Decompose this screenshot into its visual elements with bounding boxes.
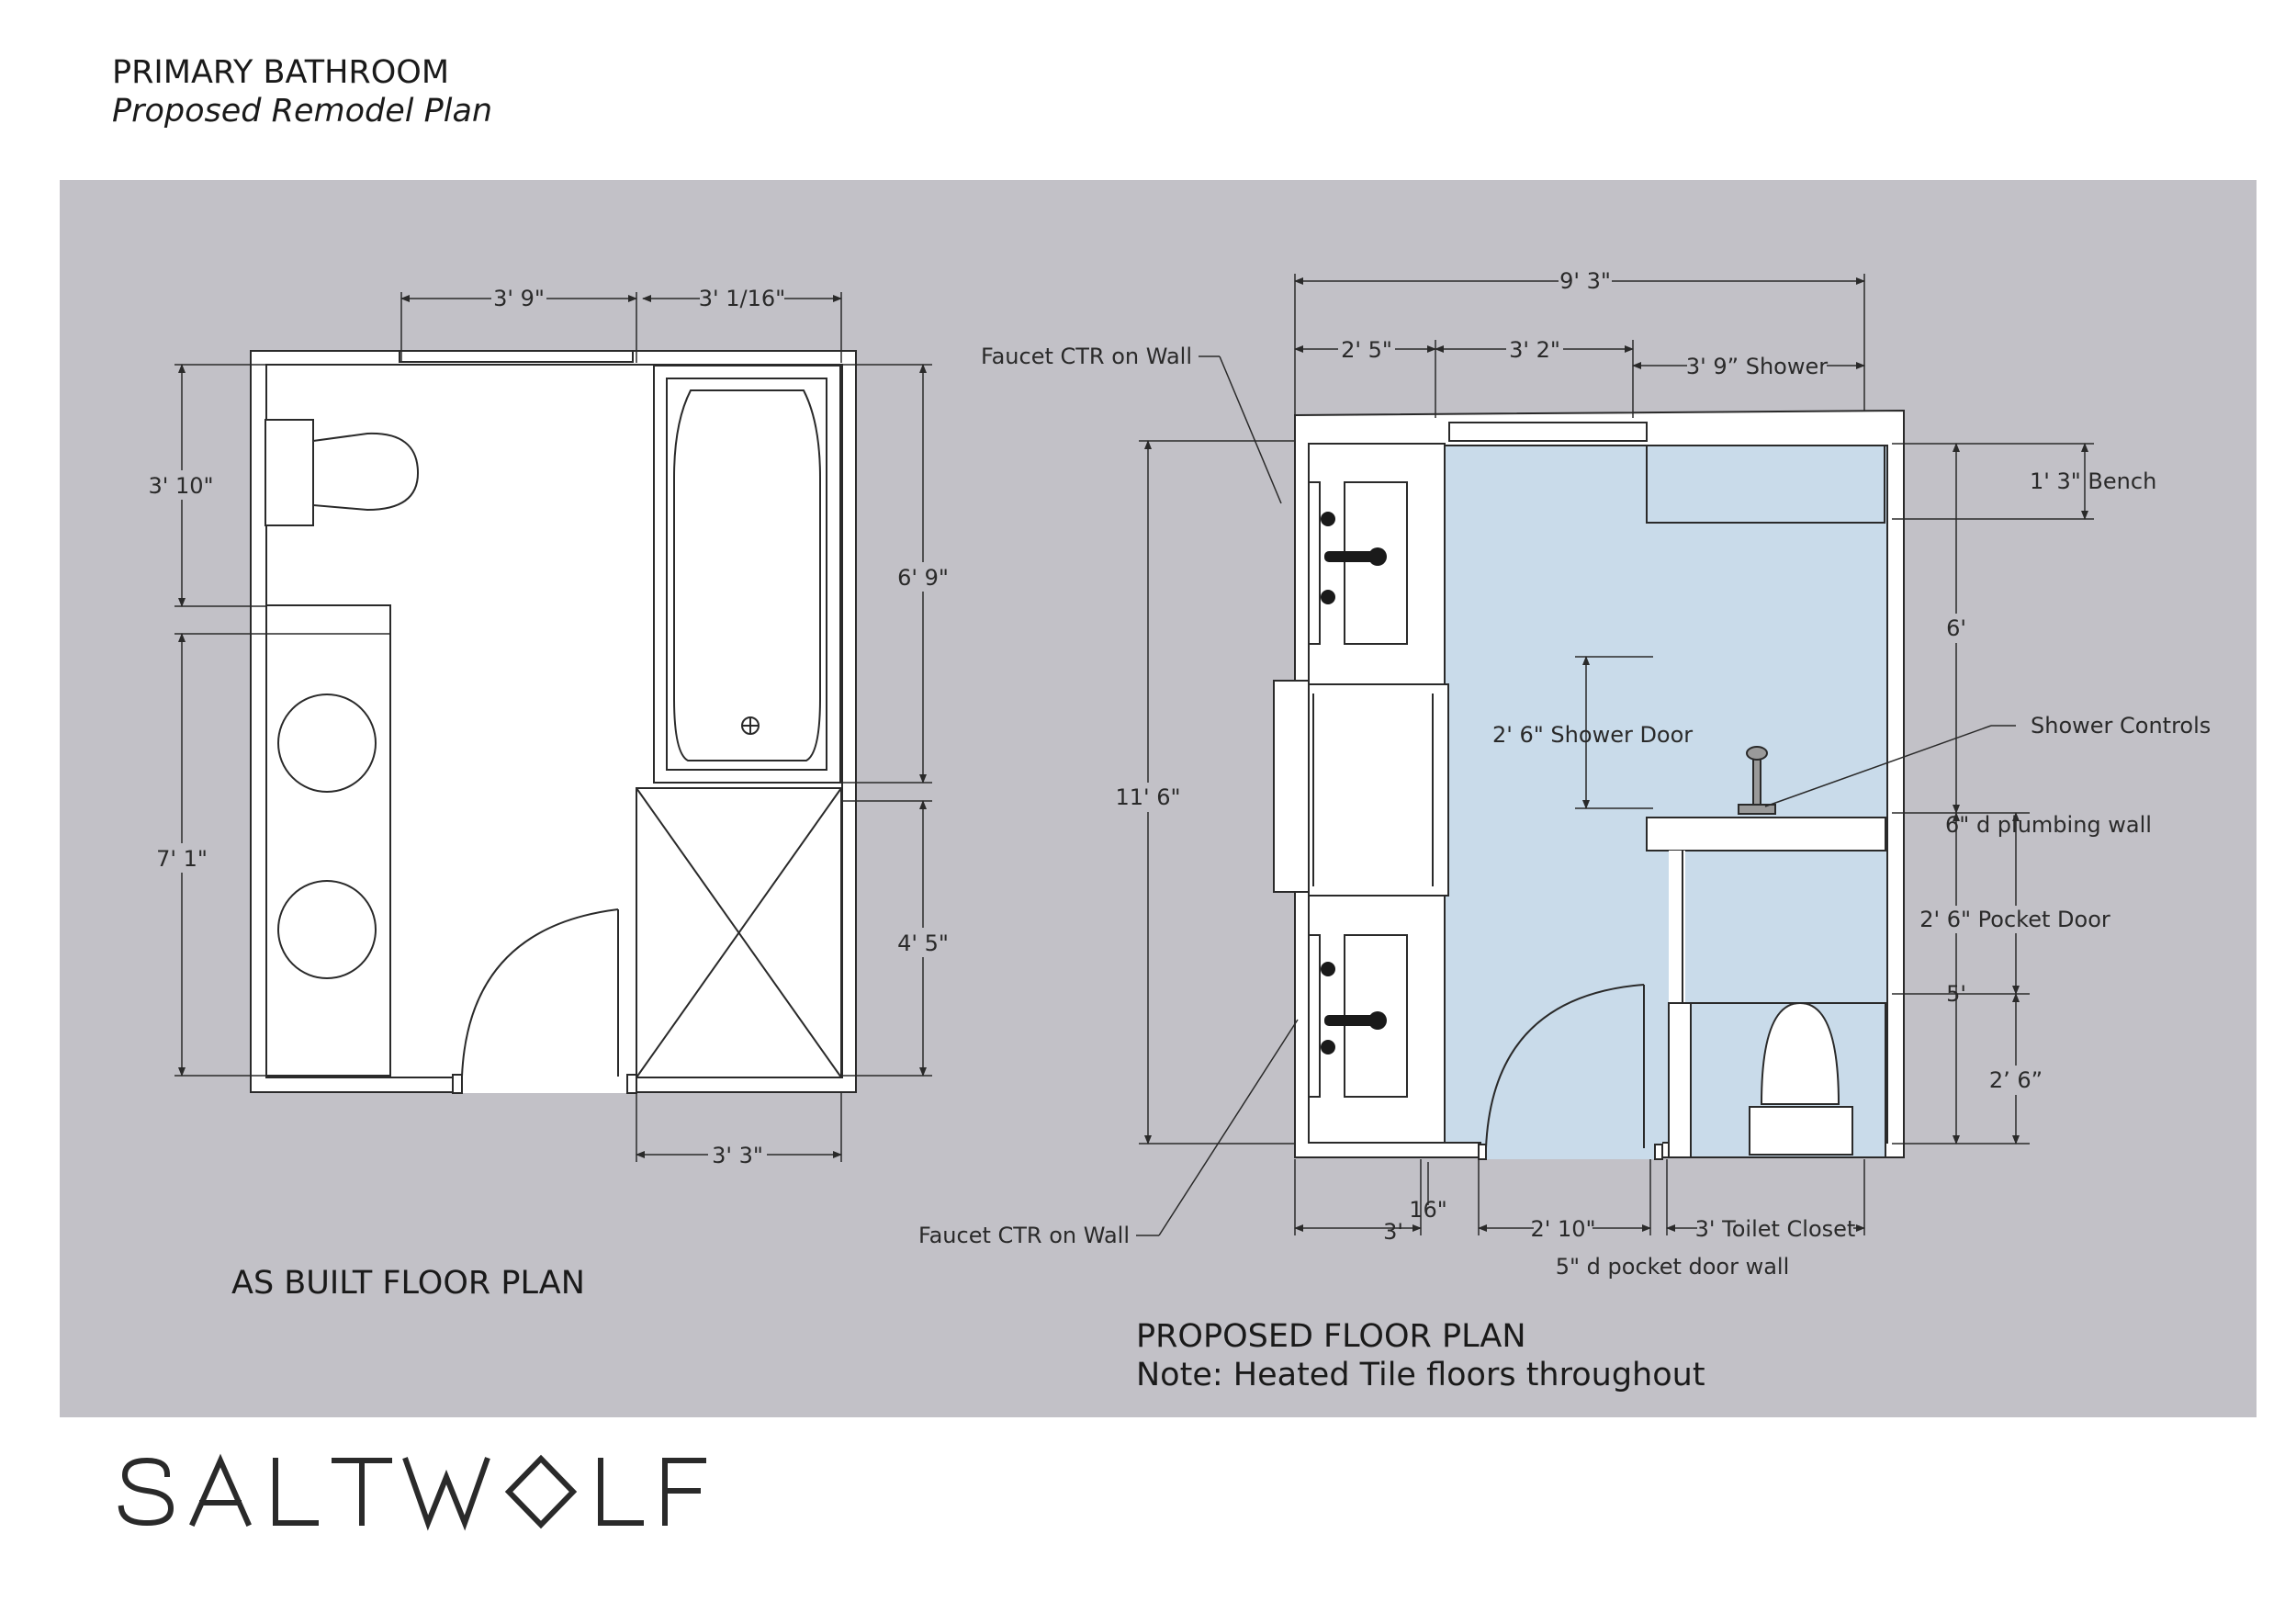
as-built-plan bbox=[251, 351, 856, 1093]
as-built-dim-top-right: 3' 1/16" bbox=[698, 286, 786, 311]
as-built-plan-title: AS BUILT FLOOR PLAN bbox=[231, 1265, 585, 1302]
as-built-toilet-tank bbox=[265, 420, 313, 525]
as-built-toilet-bowl bbox=[313, 434, 418, 510]
proposed-dim-bottom-door: 2' 10" bbox=[1530, 1216, 1596, 1242]
proposed-dim-closet-depth: 5' bbox=[1946, 981, 1966, 1007]
as-built-window bbox=[400, 351, 633, 362]
saltwolf-logo bbox=[114, 1433, 757, 1543]
plumbing-wall bbox=[1647, 818, 1885, 851]
callout-faucet-top: Faucet CTR on Wall bbox=[980, 344, 1192, 369]
as-built-dim-right-lower: 4' 5" bbox=[897, 930, 949, 956]
drawing-panel bbox=[60, 180, 2257, 1417]
proposed-dim-bench: 1' 3" Bench bbox=[2030, 468, 2157, 494]
callout-faucet-bottom: Faucet CTR on Wall bbox=[917, 1223, 1130, 1248]
as-built-door-jamb-right bbox=[627, 1075, 636, 1093]
shower-bench bbox=[1647, 445, 1885, 523]
proposed-plan bbox=[1274, 411, 1904, 1159]
proposed-dim-shower-depth: 6' bbox=[1946, 615, 1966, 641]
proposed-dim-vanity-width: 2' 5" bbox=[1341, 337, 1392, 363]
toilet-closet-wall bbox=[1669, 1003, 1691, 1157]
proposed-dim-bottom-gap: 16" bbox=[1409, 1197, 1447, 1223]
as-built-dim-left-upper: 3' 10" bbox=[148, 473, 214, 499]
proposed-dim-pocket-door: 2' 6" Pocket Door bbox=[1919, 907, 2110, 932]
proposed-dim-overall-width: 9' 3" bbox=[1559, 268, 1611, 294]
proposed-window bbox=[1449, 423, 1647, 441]
as-built-dim-top-left: 3' 9" bbox=[493, 286, 545, 311]
proposed-dim-window-width: 3' 2" bbox=[1509, 337, 1560, 363]
page-title: PRIMARY BATHROOM bbox=[112, 54, 450, 91]
as-built-sink-2 bbox=[278, 881, 376, 978]
proposed-dim-bottom-left: 3' bbox=[1383, 1219, 1403, 1245]
page-subtitle: Proposed Remodel Plan bbox=[112, 93, 493, 130]
proposed-plan-note: Note: Heated Tile floors throughout bbox=[1136, 1357, 1705, 1393]
proposed-door-jamb-left bbox=[1479, 1145, 1486, 1159]
proposed-dim-shower-width: 3' 9” Shower bbox=[1685, 354, 1829, 379]
as-built-dim-right-upper: 6' 9" bbox=[897, 565, 949, 591]
as-built-vanity bbox=[266, 605, 390, 1076]
proposed-dim-toilet-closet: 3' Toilet Closet bbox=[1694, 1216, 1856, 1242]
as-built-door-jamb-left bbox=[453, 1075, 462, 1093]
proposed-door-jamb-right bbox=[1655, 1145, 1662, 1159]
proposed-dim-overall-height: 11' 6" bbox=[1115, 784, 1181, 810]
proposed-linen-cabinet bbox=[1309, 684, 1448, 896]
proposed-dim-pocket-wall: 5" d pocket door wall bbox=[1555, 1254, 1790, 1280]
floor-plans-drawing bbox=[60, 180, 2257, 1417]
as-built-dim-left-lower: 7' 1" bbox=[156, 846, 208, 872]
callout-shower-controls: Shower Controls bbox=[2031, 713, 2212, 739]
as-built-sink-1 bbox=[278, 694, 376, 792]
proposed-dim-plumbing-wall: 6" d plumbing wall bbox=[1945, 812, 2152, 838]
proposed-toilet-tank bbox=[1750, 1107, 1852, 1155]
proposed-plan-title: PROPOSED FLOOR PLAN bbox=[1136, 1318, 1526, 1355]
proposed-dim-shower-door: 2' 6" Shower Door bbox=[1492, 722, 1694, 748]
as-built-dim-bottom: 3' 3" bbox=[712, 1143, 763, 1168]
as-built-tub-basin bbox=[674, 390, 820, 761]
proposed-dim-toilet-depth: 2’ 6” bbox=[1988, 1067, 2043, 1093]
proposed-linen-door bbox=[1274, 681, 1309, 892]
